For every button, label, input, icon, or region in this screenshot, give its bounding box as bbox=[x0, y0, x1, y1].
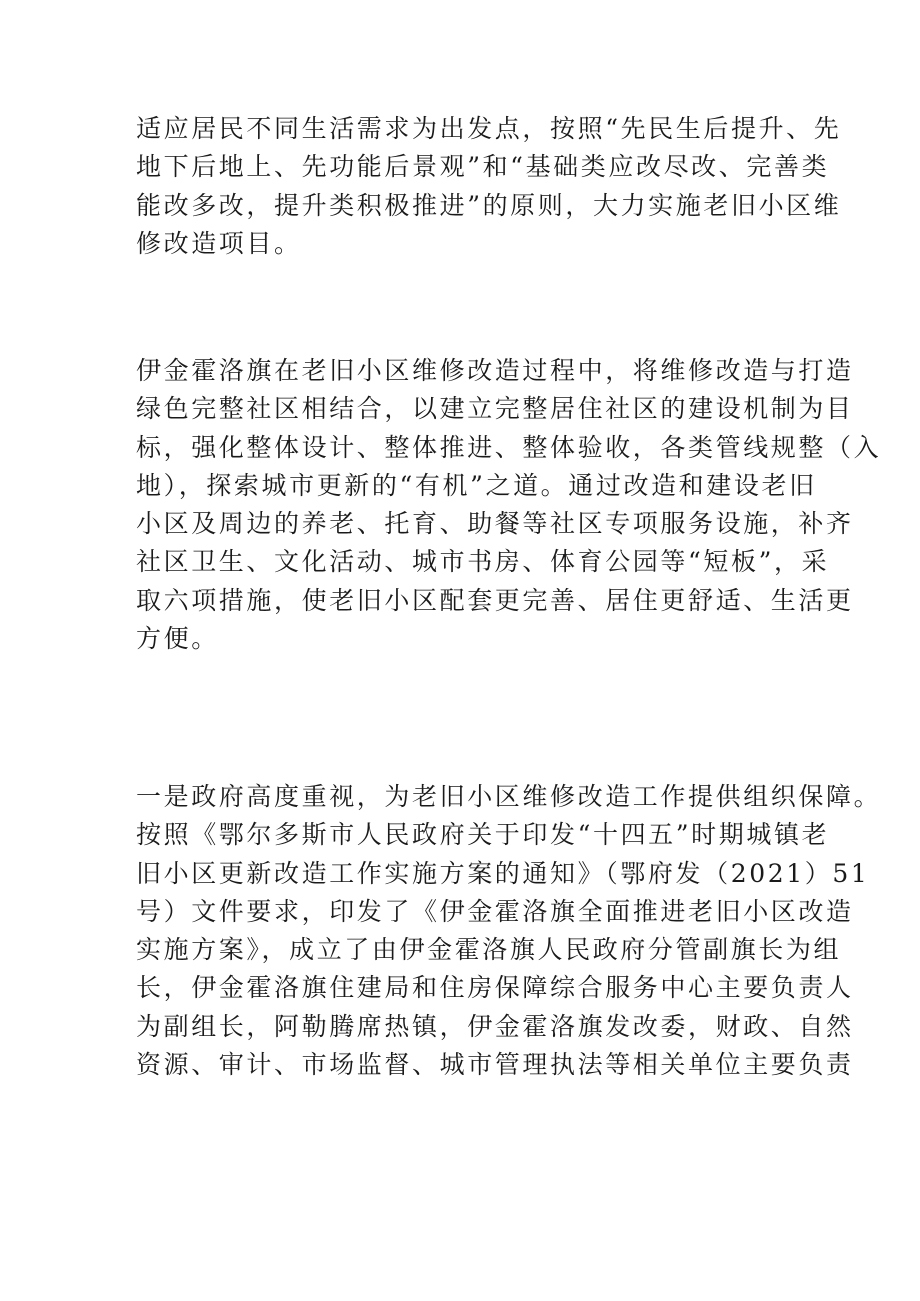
text-line: 标，强化整体设计、整体推进、整体验收，各类管线规整（入 bbox=[136, 432, 882, 462]
text-line: 方便。 bbox=[136, 624, 219, 654]
text-line: 资源、审计、市场监督、城市管理执法等相关单位主要负责 bbox=[136, 1050, 854, 1080]
paragraph-3 bbox=[136, 778, 882, 1084]
text-line: 一是政府高度重视，为老旧小区维修改造工作提供组织保障。 bbox=[136, 782, 882, 811]
text-line: 按照《鄂尔多斯市人民政府关于印发“十四五”时期城镇老 bbox=[136, 820, 830, 850]
text-line: 绿色完整社区相结合，以建立完整居住社区的建设机制为目 bbox=[136, 394, 854, 424]
text-line: 地），探索城市更新的“有机”之道。通过改造和建设老旧 bbox=[136, 470, 817, 500]
text-line: 地下后地上、先功能后景观”和“基础类应改尽改、完善类 bbox=[136, 152, 830, 182]
paragraph-1 bbox=[136, 110, 842, 263]
text-line: 伊金霍洛旗在老旧小区维修改造过程中，将维修改造与打造 bbox=[136, 356, 854, 385]
text-line: 修改造项目。 bbox=[136, 228, 302, 258]
text-line: 小区及周边的养老、托育、助餐等社区专项服务设施，补齐 bbox=[136, 509, 854, 539]
text-line: 适应居民不同生活需求为出发点，按照“先民生后提升、先 bbox=[136, 114, 842, 143]
text-line: 社区卫生、文化活动、城市书房、体育公园等“短板”，采 bbox=[136, 547, 830, 577]
text-line: 取六项措施，使老旧小区配套更完善、居住更舒适、生活更 bbox=[136, 585, 854, 615]
text-line: 为副组长，阿勒腾席热镇，伊金霍洛旗发改委，财政、自然 bbox=[136, 1011, 854, 1041]
text-line: 能改多改，提升类积极推进”的原则，大力实施老旧小区维 bbox=[136, 190, 842, 220]
text-line: 长，伊金霍洛旗住建局和住房保障综合服务中心主要负责人 bbox=[136, 973, 854, 1003]
text-line: 旧小区更新改造工作实施方案的通知》（鄂府发（2021）51 bbox=[136, 858, 870, 888]
text-line: 实施方案》，成立了由伊金霍洛旗人民政府分管副旗长为组 bbox=[136, 935, 842, 965]
text-line: 号）文件要求，印发了《伊金霍洛旗全面推进老旧小区改造 bbox=[136, 896, 854, 926]
paragraph-2 bbox=[136, 352, 882, 658]
